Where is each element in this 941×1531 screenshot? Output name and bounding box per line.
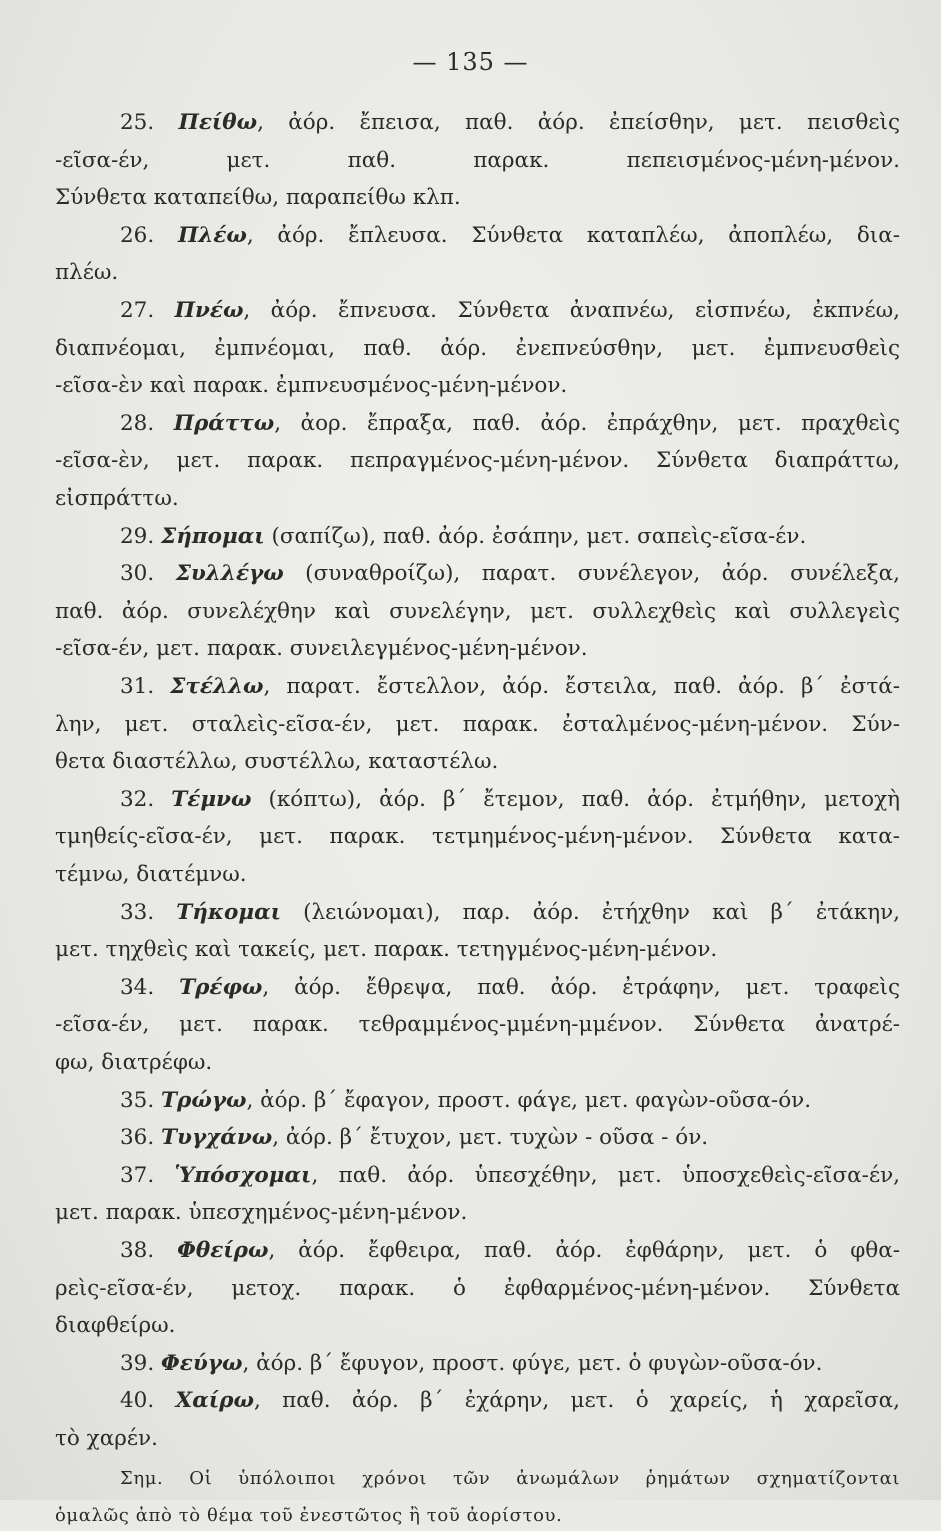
entry-37-line xyxy=(55,1198,900,1228)
entry-38-line xyxy=(55,1311,900,1341)
entry-text: , παθ. ἀόρ. β΄ ἐχάρην, μετ. ὁ χαρείς, ἡ χαρεῖσα, xyxy=(253,1388,900,1414)
entry-text: τμηθείς-εῖσα-έν, μετ. παρακ. τετμημένος-μένη-μένον. Σύνθετα κατα- xyxy=(55,824,900,850)
entry-number: 39. xyxy=(120,1350,155,1376)
entry-text: πλέω. xyxy=(55,260,119,286)
entry-text: -εῖσα-ὲν καὶ παρακ. ἐμπνευσμένος-μένη-μένον. xyxy=(55,373,568,399)
entry-number: 30. xyxy=(120,561,155,587)
entry-32-first-line xyxy=(120,785,900,815)
entry-27-line xyxy=(55,334,900,364)
entry-27-line xyxy=(55,371,900,401)
entry-text: φω, διατρέφω. xyxy=(55,1050,213,1075)
entry-text: μετ. τηχθεὶς καὶ τακείς, μετ. παρακ. τετηγμένος-μένη-μένον. xyxy=(55,937,718,963)
verb-headword: Τρώγω xyxy=(161,1087,247,1113)
entry-number: 35. xyxy=(120,1087,155,1113)
entry-number: 37. xyxy=(120,1162,155,1188)
entry-text: τὸ χαρέν. xyxy=(55,1426,158,1451)
verb-headword: Στέλλω xyxy=(170,674,264,699)
entry-33-first-line xyxy=(120,898,900,928)
entry-text: , ἀόρ. β΄ ἔφαγον, προστ. φάγε, μετ. φαγὼν-οῦσα-όν. xyxy=(246,1087,812,1113)
entry-number: 26. xyxy=(120,222,155,248)
entry-text: ρεὶς-εῖσα-έν, μετοχ. παρακ. ὁ ἐφθαρμένος-μένη-μένον. Σύνθετα xyxy=(55,1275,900,1301)
entry-text: -εῖσα-ὲν, μετ. παρακ. πεπραγμένος-μένη-μένον. Σύνθετα διαπράττω, xyxy=(55,448,900,474)
entry-number: 34. xyxy=(120,974,155,1000)
entry-number: 36. xyxy=(120,1125,155,1151)
entry-40-first-line xyxy=(120,1386,900,1416)
entry-30-first-line xyxy=(120,559,900,589)
entry-text: , ἀορ. ἔπραξα, παθ. ἀόρ. ἐπράχθην, μετ. πραχθεὶς xyxy=(274,410,900,436)
verb-headword: Πείθω xyxy=(178,110,258,135)
entry-32-line xyxy=(55,860,900,890)
entry-text: -εῖσα-έν, μετ. παρακ. συνειλεγμένος-μένη-μένον. xyxy=(55,636,588,662)
entry-26-line xyxy=(55,258,900,288)
footnote-line: ὁμαλῶς ἀπὸ τὸ θέμα τοῦ ἐνεστῶτος ἢ τοῦ ἀορίστου. xyxy=(55,1505,563,1527)
verb-headword: Σήπομαι xyxy=(161,523,265,549)
entry-text: λην, μετ. σταλεὶς-εῖσα-έν, μετ. παρακ. ἐσταλμένος-μένη-μένον. Σύν- xyxy=(55,711,900,737)
verb-headword: Τέμνω xyxy=(171,786,252,812)
entry-text: -εῖσα-έν, μετ. παθ. παρακ. πεπεισμένος-μένη-μένον. xyxy=(55,147,900,173)
entry-28-line xyxy=(55,446,900,476)
entry-25-line xyxy=(55,146,900,176)
entry-text: Σύνθετα καταπείθω, παραπείθω κλπ. xyxy=(55,185,461,211)
entry-text: διαπνέομαι, ἐμπνέομαι, παθ. ἀόρ. ἐνεπνεύσθην, μετ. ἐμπνευσθεὶς xyxy=(55,335,900,361)
entry-text: παθ. ἀόρ. συνελέχθην καὶ συνελέγην, μετ. συλλεχθεὶς καὶ συλλεγεὶς xyxy=(55,598,900,624)
entry-text: , ἀόρ. ἔπνευσα. Σύνθετα ἀναπνέω, εἰσπνέω, ἐκπνέω, xyxy=(243,298,901,323)
verb-headword: Ὑπόσχομαι xyxy=(174,1162,312,1188)
verb-headword: Φεύγω xyxy=(161,1350,243,1376)
entry-number: 31. xyxy=(120,674,155,699)
entry-text: , παθ. ἀόρ. ὑπεσχέθην, μετ. ὑποσχεθεὶς-εῖσα-έν, xyxy=(311,1162,900,1188)
entry-text: , ἀόρ. β΄ ἔτυχον, μετ. τυχὼν - οῦσα - όν. xyxy=(272,1125,709,1151)
entry-text: (συναθροίζω), παρατ. συνέλεγον, ἀόρ. συνέλεξα, xyxy=(283,561,900,587)
entry-number: 29. xyxy=(120,523,155,549)
entry-28-line xyxy=(55,484,900,514)
entry-number: 25. xyxy=(120,110,155,135)
entry-27-first-line xyxy=(120,296,900,326)
entry-35-first-line xyxy=(120,1086,900,1116)
entry-29-first-line xyxy=(120,522,900,552)
entry-36-first-line xyxy=(120,1123,900,1153)
entry-number: 40. xyxy=(120,1388,155,1414)
entry-25-first-line xyxy=(120,108,900,138)
entry-31-first-line xyxy=(120,672,900,702)
verb-headword: Συλλέγω xyxy=(175,561,284,587)
entry-34-line xyxy=(55,1048,900,1078)
entry-28-first-line xyxy=(120,409,900,439)
entry-text: μετ. παρακ. ὑπεσχημένος-μένη-μένον. xyxy=(55,1200,468,1226)
entry-text: (σαπίζω), παθ. ἀόρ. ἐσάπην, μετ. σαπεὶς-εῖσα-έν. xyxy=(264,523,807,549)
entry-text: τέμνω, διατέμνω. xyxy=(55,862,247,887)
verb-headword: Τρέφω xyxy=(179,974,263,1000)
verb-headword: Πνέω xyxy=(174,298,244,323)
entry-30-line xyxy=(55,634,900,664)
verb-headword: Τυγχάνω xyxy=(161,1125,273,1151)
entry-31-line xyxy=(55,710,900,740)
entry-38-line xyxy=(55,1274,900,1304)
entry-text: , ἀόρ. ἔπλευσα. Σύνθετα καταπλέω, ἀποπλέω, δια- xyxy=(246,222,900,248)
entry-number: 38. xyxy=(120,1238,155,1263)
entry-40-line xyxy=(55,1424,900,1454)
verb-headword: Τήκομαι xyxy=(176,899,282,925)
entry-25-line xyxy=(55,183,900,213)
entry-text: (λειώνομαι), παρ. ἀόρ. ἐτήχθην καὶ β΄ ἐτάκην, xyxy=(281,899,900,925)
verb-headword: Χαίρω xyxy=(175,1388,254,1414)
entry-text: εἰσπράττω. xyxy=(55,486,179,511)
entry-text: διαφθείρω. xyxy=(55,1313,176,1339)
entry-33-line xyxy=(55,935,900,965)
verb-headword: Πράττω xyxy=(173,410,275,436)
entry-39-first-line xyxy=(120,1349,900,1379)
entry-number: 28. xyxy=(120,410,155,436)
entry-text: θετα διαστέλλω, συστέλλω, καταστέλω. xyxy=(55,749,499,775)
entry-text: -εῖσα-έν, μετ. παρακ. τεθραμμένος-μμένη-μμένον. Σύνθετα ἀνατρέ- xyxy=(55,1012,900,1038)
entry-text: , ἀόρ. β΄ ἔφυγον, προστ. φύγε, μετ. ὁ φυγὼν-οῦσα-όν. xyxy=(242,1350,823,1376)
entry-34-first-line xyxy=(120,973,900,1003)
entry-34-line xyxy=(55,1010,900,1040)
entry-text: , παρατ. ἔστελλον, ἀόρ. ἔστειλα, παθ. ἀόρ. β΄ ἐστά- xyxy=(263,674,900,699)
entry-26-first-line xyxy=(120,221,900,251)
entry-31-line xyxy=(55,747,900,777)
entry-38-first-line xyxy=(120,1236,900,1266)
entry-number: 27. xyxy=(120,298,155,323)
verb-headword: Πλέω xyxy=(177,222,247,248)
entry-text: (κόπτω), ἀόρ. β΄ ἔτεμον, παθ. ἀόρ. ἐτμήθην, μετοχὴ xyxy=(251,786,901,812)
entry-37-first-line xyxy=(120,1161,900,1191)
verb-headword: Φθείρω xyxy=(177,1238,269,1263)
entry-text: , ἀόρ. ἔθρεψα, παθ. ἀόρ. ἐτράφην, μετ. τραφεὶς xyxy=(262,974,900,1000)
entry-number: 33. xyxy=(120,899,155,925)
entry-30-line xyxy=(55,597,900,627)
entry-32-line xyxy=(55,822,900,852)
footnote-line: Σημ. Οἱ ὑπόλοιποι χρόνοι τῶν ἀνωμάλων ῥημάτων σχηματίζονται xyxy=(120,1467,900,1489)
page-number: — 135 — xyxy=(412,48,529,76)
entry-text: , ἀόρ. ἔπεισα, παθ. ἀόρ. ἐπείσθην, μετ. πεισθεὶς xyxy=(257,110,900,135)
entry-text: , ἀόρ. ἔφθειρα, παθ. ἀόρ. ἐφθάρην, μετ. ὁ φθα- xyxy=(268,1238,900,1263)
entry-number: 32. xyxy=(120,786,155,812)
